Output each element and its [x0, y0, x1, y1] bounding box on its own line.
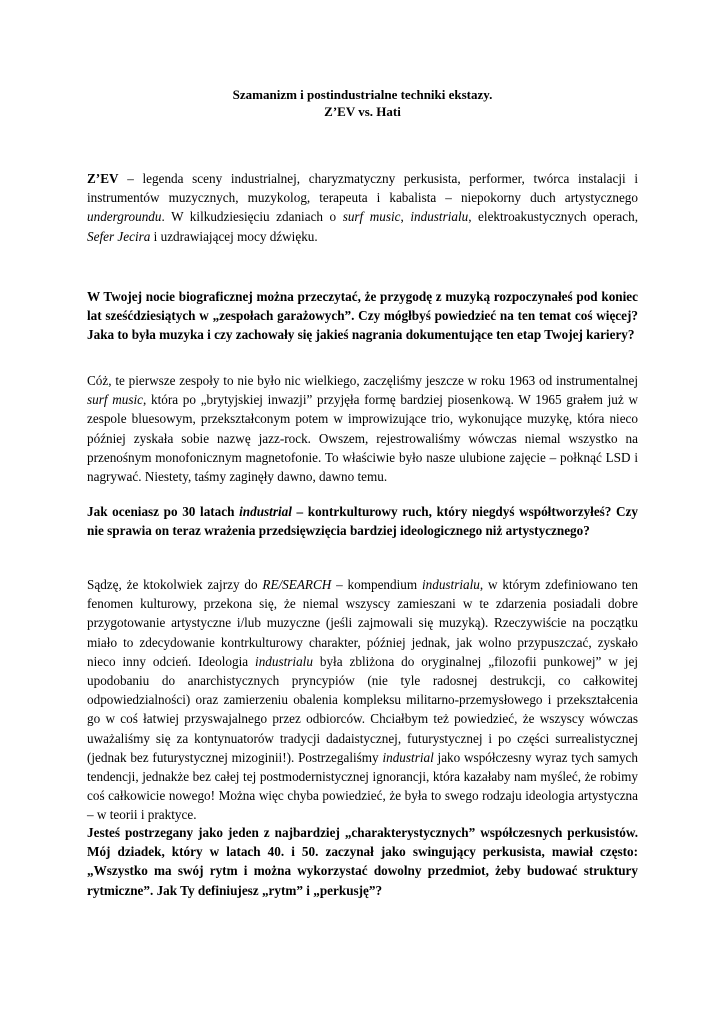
answer-text: , w którym zdefiniowano ten fenomen kulturowy, przekona się, że niemal wszyscy zamieszani w te zdarzenia posiadali dobre przygotowanie artystyczne i/lub muzyczne (jeśli zajmowali się muzyką). Rzeczywiście na początku miało to zdecydowanie kontrkulturowy charakter, później jednak, jak wolno przypuszczać, zyskało nieco inny odcień. Ideologia [87, 577, 638, 669]
intro-italic: surf music [342, 209, 401, 225]
answer-text: jako współczesny wyraz tych samych tendencji, jednakże bez całej tej postmodernistycznej ignorancji, która kazałaby nam myśleć, że robimy coś całkowicie nowego! Można więc chyba powiedzieć, że była to swego rodzaju ideologia artystyczna – w teorii i praktyce. [87, 749, 638, 823]
intro-text: , [400, 209, 411, 225]
title-line-2: Z’EV vs. Hati [324, 104, 401, 119]
question-text: Jak oceniasz po 30 latach [87, 504, 240, 519]
intro-text: – legenda sceny industrialnej, charyzmatyczny perkusista, performer, twórca instalacji i instrumentów muzycznych, muzykolog, terapeuta i kabalista – niepokorny duch artystycznego [87, 171, 638, 206]
intro-italic: industrialu [410, 209, 469, 225]
question-3: Jesteś postrzegany jako jeden z najbardziej „charakterystycznych” współczesnych perkusistów. Mój dziadek, który w latach 40. i 50. zaczynał jako swingujący perkusista, mawiał często: „Wszystko ma swój rytm i można wykorzystać dowolny przedmiot, żeby budować struktury rytmiczne”. Jak Ty definiujesz „rytm” i „perkusję”? [87, 825, 638, 898]
intro-name: Z’EV [87, 171, 119, 186]
answer-italic: industrialu [421, 577, 480, 592]
answer-italic: RE/SEARCH [262, 577, 332, 592]
question-text: – kontrkulturowy ruch, który niegdyś współtworzyłeś? Czy nie sprawia on teraz wrażenia przedsięwzięcia bardziej ideologicznego niż artystycznego? [87, 504, 639, 539]
answer-italic: industrial [382, 749, 434, 765]
document-title [87, 86, 638, 120]
answer-text: , która po „brytyjskiej inwazji” przyjęła formę bardziej piosenkową. W 1965 grałem już w zespole bluesowym, przekształconym potem w improwizujące trio, wykonujące muzykę, która nieco później zyskała sobie nazwę jazz-rock. Owszem, rejestrowaliśmy wówczas niemal wszystko na przenośnym monofonicznym magnetofonie. To właściwie było nasze ulubione zajęcie – połknąć LSD i nagrywać. Niestety, taśmy zaginęły dawno, dawno temu. [87, 392, 638, 485]
answer-text: – kompendium [331, 577, 422, 592]
title-line-1: Szamanizm i postindustrialne techniki ekstazy. [232, 87, 493, 102]
intro-text: , elektroakustycznych operach, [468, 209, 639, 225]
intro-text: i uzdrawiającej mocy dźwięku. [150, 228, 318, 244]
answer-italic: surf music [87, 392, 143, 408]
answer-italic: industrialu [255, 653, 313, 669]
question-2 [87, 502, 638, 540]
answer-1 [87, 371, 638, 486]
answer-text: Cóż, te pierwsze zespoły to nie było nic wielkiego, zaczęliśmy jeszcze w roku 1963 od instrumentalnej [87, 373, 638, 388]
intro-italic: undergroundu [87, 209, 162, 225]
question-italic: industrial [239, 504, 292, 519]
intro-italic: Sefer Jecira [87, 228, 151, 244]
intro-paragraph [87, 169, 638, 246]
intro-text: . W kilkudziesięciu zdaniach o [161, 209, 343, 225]
question-1: W Twojej nocie biograficznej można przeczytać, że przygodę z muzyką rozpoczynałeś pod koniec lat sześćdziesiątych w „zespołach garażowych”. Czy mógłbyś powiedzieć na ten temat coś więcej? Jaka to była muzyka i czy zachowały się jakieś nagrania dokumentujące ten etap Twojej kariery? [87, 289, 638, 343]
answer-2 [87, 575, 638, 825]
answer-text: Sądzę, że ktokolwiek zajrzy do [87, 577, 263, 592]
answer-text: była zbliżona do oryginalnej „filozofii punkowej” w jej upodobaniu do anarchistycznych pryncypiów (nie tyle radosnej destrukcji, co całkowitej odpowiedzialności) oraz zamierzeniu obalenia kompleksu militarno-przemysłowego i przekształcenia go w coś łatwiej przyswajalnego przez odbiorców. Chciałbym też powiedzieć, że wszyscy wówczas uważaliśmy się za kontynuatorów tradycji dadaistycznej, futurystycznej i po części surrealistycznej (jednak bez futurystycznej mizoginii!). Postrzegaliśmy [87, 653, 638, 765]
